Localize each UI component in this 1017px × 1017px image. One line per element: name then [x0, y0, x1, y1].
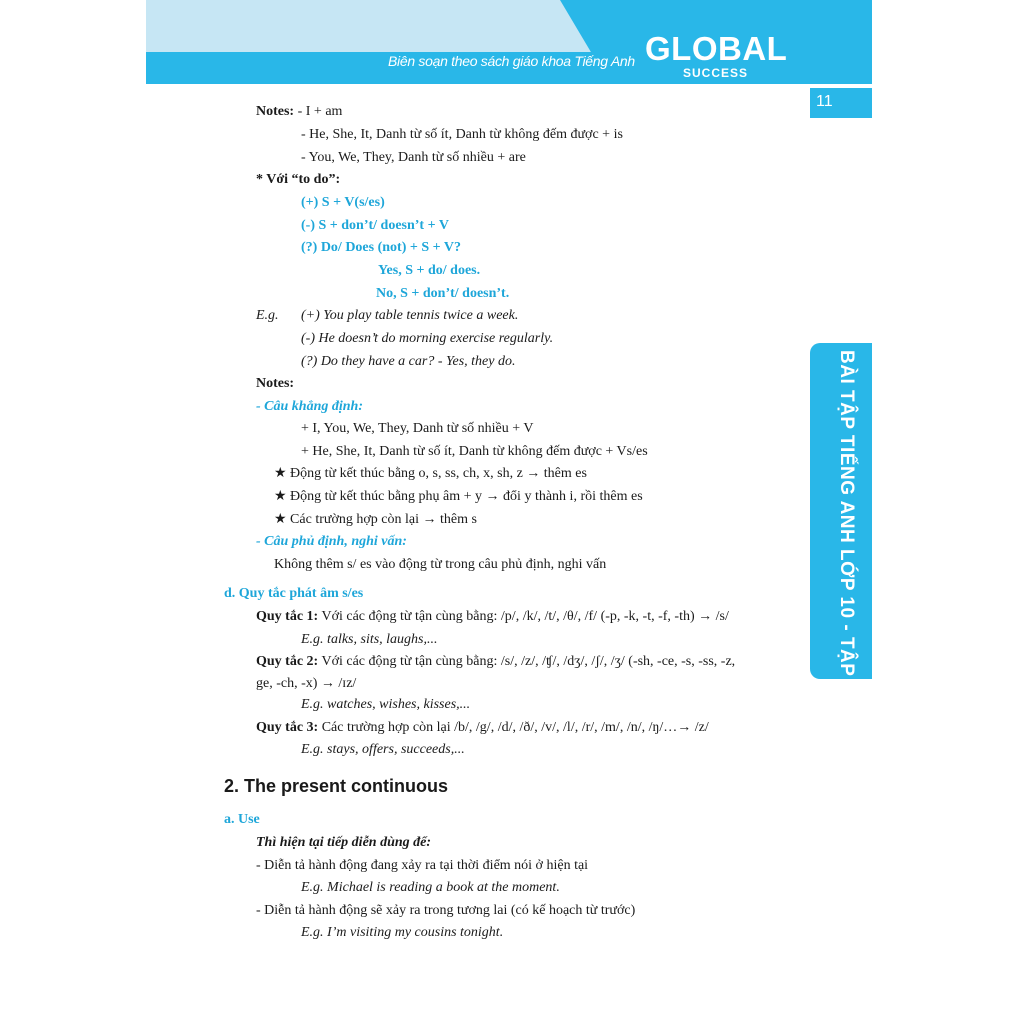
use-heading: a. Use — [224, 812, 260, 827]
logo-global: GLOBAL — [645, 30, 788, 67]
use-1-example: E.g. Michael is reading a book at the moment. — [301, 880, 560, 895]
negative-rule: Không thêm s/ es vào động từ trong câu phủ định, nghi vấn — [274, 557, 607, 572]
todo-heading: * Với “to do”: — [256, 172, 341, 187]
use-2: - Diễn tả hành động sẽ xảy ra trong tương lai (có kế hoạch từ trước) — [256, 903, 636, 918]
example-3: (?) Do they have a car? - Yes, they do. — [301, 354, 516, 369]
rule-3 — [256, 719, 709, 737]
use-2-example: E.g. I’m visiting my cousins tonight. — [301, 925, 504, 940]
affirmative-rule-1: + I, You, We, They, Danh từ số nhiều + V — [301, 421, 534, 436]
use-intro: Thì hiện tại tiếp diễn dùng để: — [256, 835, 432, 850]
rule-3-example: E.g. stays, offers, succeeds,... — [301, 742, 465, 757]
pronunciation-heading: d. Quy tắc phát âm s/es — [224, 586, 364, 601]
logo-success: SUCCESS — [683, 66, 749, 80]
rule-2-example: E.g. watches, wishes, kisses,... — [301, 697, 471, 712]
eg-label: E.g. — [256, 308, 279, 323]
formula-no: No, S + don’t/ doesn’t. — [376, 286, 510, 301]
star-rule-1: ★ Động từ kết thúc bằng o, s, ss, ch, x, sh, z → thêm es — [274, 466, 587, 481]
notes-text-1: - I + am — [294, 104, 343, 119]
formula-question: (?) Do/ Does (not) + S + V? — [301, 240, 461, 255]
side-tab-label: BÀI TẬP TIẾNG ANH LỚP 10 - TẬP 1 — [836, 350, 857, 693]
example-2: (-) He doesn’t do morning exercise regularly. — [301, 331, 554, 346]
notes2-label: Notes: — [256, 376, 295, 391]
example-1: (+) You play table tennis twice a week. — [301, 308, 519, 323]
rule-3-text: Các trường hợp còn lại /b/, /g/, /d/, /ð/, /v/, /l/, /r/, /m/, /n/, /ŋ/…→ /z/ — [318, 720, 709, 735]
affirmative-rule-2: + He, She, It, Danh từ số ít, Danh từ không đếm được + Vs/es — [301, 444, 648, 459]
rule-2-text: Với các động từ tận cùng bằng: /s/, /z/, /ʧ/, /dʒ/, /ʃ/, /ʒ/ (-sh, -ce, -s, -ss, -z, — [318, 654, 736, 669]
formula-positive: (+) S + V(s/es) — [301, 195, 385, 210]
use-1: - Diễn tả hành động đang xảy ra tại thời điểm nói ở hiện tại — [256, 858, 589, 873]
notes-label: Notes: — [256, 104, 295, 119]
section-heading: 2. The present continuous — [224, 776, 449, 796]
notes-line-2: - He, She, It, Danh từ số ít, Danh từ không đếm được + is — [301, 127, 623, 142]
notes-line-1 — [256, 103, 342, 121]
rule-3-label: Quy tắc 3: — [256, 720, 319, 735]
rule-2-cont: ge, -ch, -x) → /ɪz/ — [256, 676, 357, 691]
rule-1-example: E.g. talks, sits, laughs,... — [301, 632, 438, 647]
formula-yes: Yes, S + do/ does. — [378, 263, 481, 278]
rule-1-text: Với các động từ tận cùng bằng: /p/, /k/, /t/, /θ/, /f/ (-p, -k, -t, -f, -th) → /s/ — [318, 609, 729, 624]
star-rule-2: ★ Động từ kết thúc bằng phụ âm + y → đổi y thành i, rồi thêm es — [274, 489, 643, 504]
phu-dinh-heading: - Câu phủ định, nghi vấn: — [256, 534, 407, 549]
khang-dinh-heading: - Câu khẳng định: — [256, 399, 363, 414]
notes-line-3: - You, We, They, Danh từ số nhiều + are — [301, 150, 526, 165]
star-rule-3: ★ Các trường hợp còn lại → thêm s — [274, 512, 477, 527]
rule-2-label: Quy tắc 2: — [256, 654, 319, 669]
rule-1 — [256, 608, 729, 626]
page-number: 11 — [810, 88, 872, 118]
header-subtitle: Biên soạn theo sách giáo khoa Tiếng Anh — [388, 53, 635, 69]
rule-1-label: Quy tắc 1: — [256, 609, 319, 624]
formula-negative: (-) S + don’t/ doesn’t + V — [301, 218, 449, 233]
rule-2 — [256, 653, 735, 671]
